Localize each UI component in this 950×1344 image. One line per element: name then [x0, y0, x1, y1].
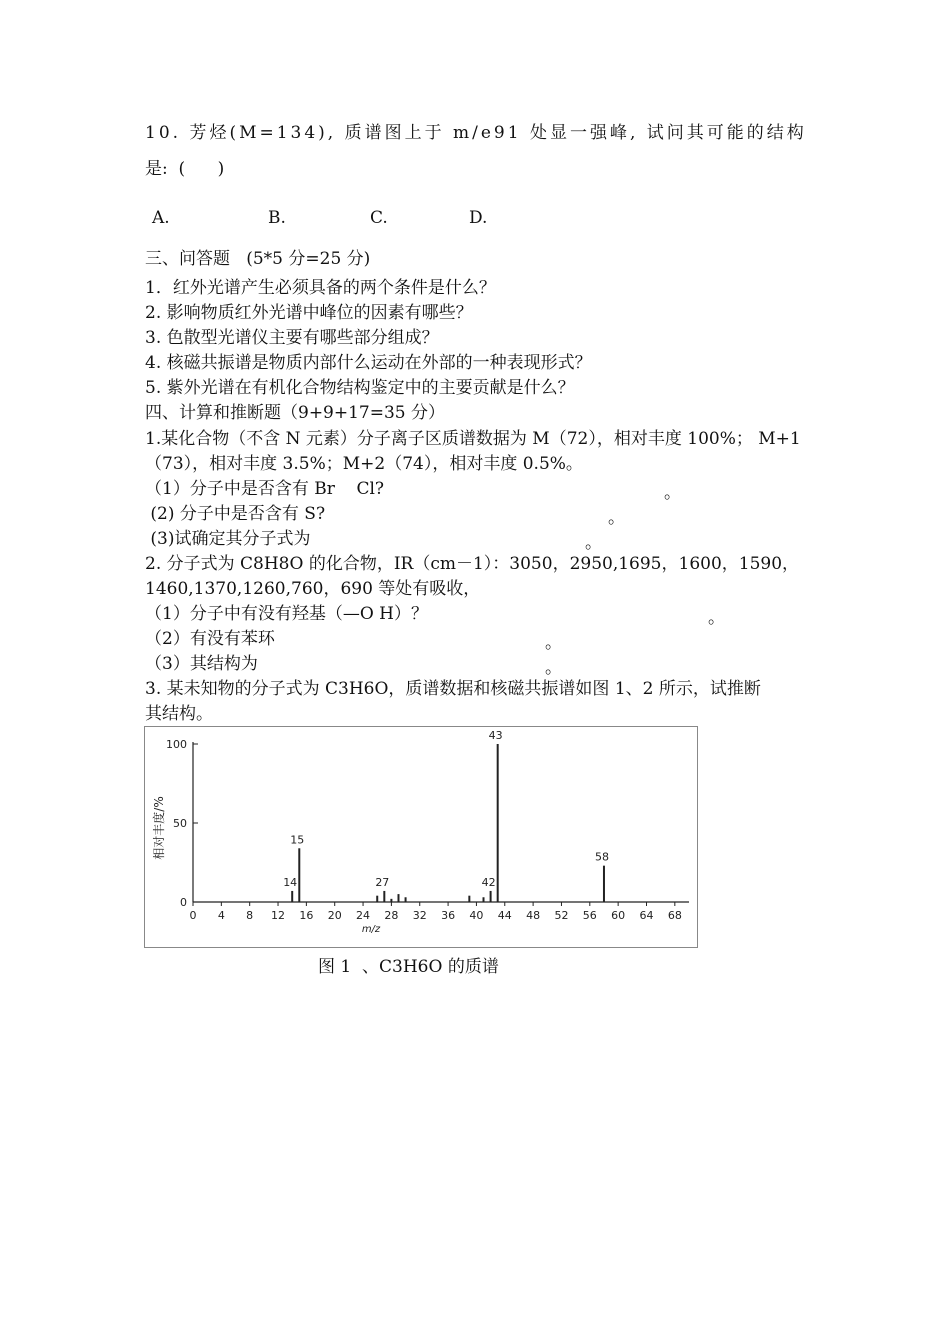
y-tick-label: 100 — [166, 738, 187, 751]
problem-1-sub3: (3)试确定其分子式为 — [145, 529, 311, 549]
period-mark: 。 — [664, 483, 681, 503]
period-mark: 。 — [608, 508, 625, 528]
chart-peaks — [292, 744, 604, 902]
mass-spectrum-figure — [144, 726, 698, 948]
x-tick-label: 0 — [189, 909, 197, 922]
problem-1-line2: （73），相对丰度 3.5%；M+2（74），相对丰度 0.5%。 — [145, 454, 583, 474]
period-mark: 。 — [545, 633, 562, 653]
x-tick-label: 8 — [246, 909, 254, 922]
peak-label-14: 14 — [283, 875, 298, 889]
y-tick-label: 50 — [173, 817, 187, 830]
peak-label-42: 42 — [481, 875, 496, 889]
x-tick-label: 40 — [469, 909, 484, 922]
problem-2-sub3: （3）其结构为 — [145, 654, 258, 674]
problem-1-line1: 1.某化合物（不含 N 元素）分子离子区质谱数据为 M（72），相对丰度 100%； M+1 — [145, 429, 801, 449]
problem-2-line2: 1460,1370,1260,760，690 等处有吸收， — [145, 579, 481, 599]
option-a: A. — [152, 208, 170, 228]
option-d: D. — [469, 208, 488, 228]
peak-label-58: 58 — [594, 850, 609, 864]
x-tick-label: 36 — [441, 909, 456, 922]
problem-1-sub2: (2) 分子中是否含有 S? — [145, 504, 326, 524]
peak-label-15: 15 — [290, 833, 305, 847]
peak-label-27: 27 — [375, 875, 390, 889]
period-mark: 。 — [708, 608, 725, 628]
option-b: B. — [268, 208, 286, 228]
chart-labels — [283, 729, 609, 889]
x-tick-label: 24 — [356, 909, 371, 922]
section-4-heading: 四、计算和推断题（9+9+17=35 分） — [145, 403, 446, 423]
problem-3-line2: 其结构。 — [145, 704, 213, 724]
option-c: C. — [370, 208, 388, 228]
x-axis-label: m/z — [361, 924, 381, 935]
problem-1-sub1: （1）分子中是否含有 Br Cl? — [145, 479, 385, 499]
x-tick-label: 32 — [412, 909, 427, 922]
question-10-line1: 10. 芳烃(M=134), 质谱图上于 m/e91 处显一强峰, 试问其可能的结构 — [145, 123, 807, 143]
x-tick-label: 56 — [582, 909, 597, 922]
figure-caption: 图 1 、C3H6O 的质谱 — [318, 957, 499, 977]
section-3-question-5: 5. 紫外光谱在有机化合物结构鉴定中的主要贡献是什么？ — [145, 378, 575, 398]
period-mark: 。 — [545, 658, 562, 678]
x-tick-label: 44 — [497, 909, 512, 922]
x-tick-label: 52 — [554, 909, 569, 922]
x-tick-label: 4 — [217, 909, 225, 922]
problem-2-sub2: （2）有没有苯环 — [145, 629, 275, 649]
x-tick-label: 16 — [299, 909, 314, 922]
peak-label-43: 43 — [488, 729, 503, 742]
mass-spectrum-chart — [145, 727, 697, 947]
problem-2-sub1: （1）分子中有没有羟基（—O H）？ — [145, 604, 428, 624]
x-tick-label: 20 — [327, 909, 342, 922]
section-3-question-1: 1．红外光谱产生必须具备的两个条件是什么？ — [145, 278, 496, 298]
period-mark: 。 — [585, 533, 602, 553]
section-3-question-2: 2. 影响物质红外光谱中峰位的因素有哪些？ — [145, 303, 473, 323]
section-3-question-4: 4. 核磁共振谱是物质内部什么运动在外部的一种表现形式？ — [145, 353, 592, 373]
x-tick-label: 48 — [526, 909, 541, 922]
question-10-line2: 是: ( ) — [145, 159, 225, 179]
x-tick-label: 64 — [639, 909, 654, 922]
x-tick-label: 68 — [667, 909, 682, 922]
section-3-heading: 三、问答题 (5*5 分=25 分) — [145, 249, 371, 269]
section-3-question-3: 3. 色散型光谱仪主要有哪些部分组成？ — [145, 328, 439, 348]
chart-axes — [151, 738, 689, 935]
problem-2-line1: 2. 分子式为 C8H8O 的化合物，IR（cm－1）：3050，2950,1695，1600，1590， — [145, 554, 800, 574]
x-tick-label: 60 — [611, 909, 626, 922]
y-tick-label: 0 — [180, 896, 187, 909]
problem-3-line1: 3. 某未知物的分子式为 C3H6O，质谱数据和核磁共振谱如图 1、2 所示，试推断 — [145, 679, 761, 699]
y-axis-label: 相对丰度/% — [152, 796, 166, 860]
x-tick-label: 12 — [271, 909, 286, 922]
x-tick-label: 28 — [384, 909, 399, 922]
